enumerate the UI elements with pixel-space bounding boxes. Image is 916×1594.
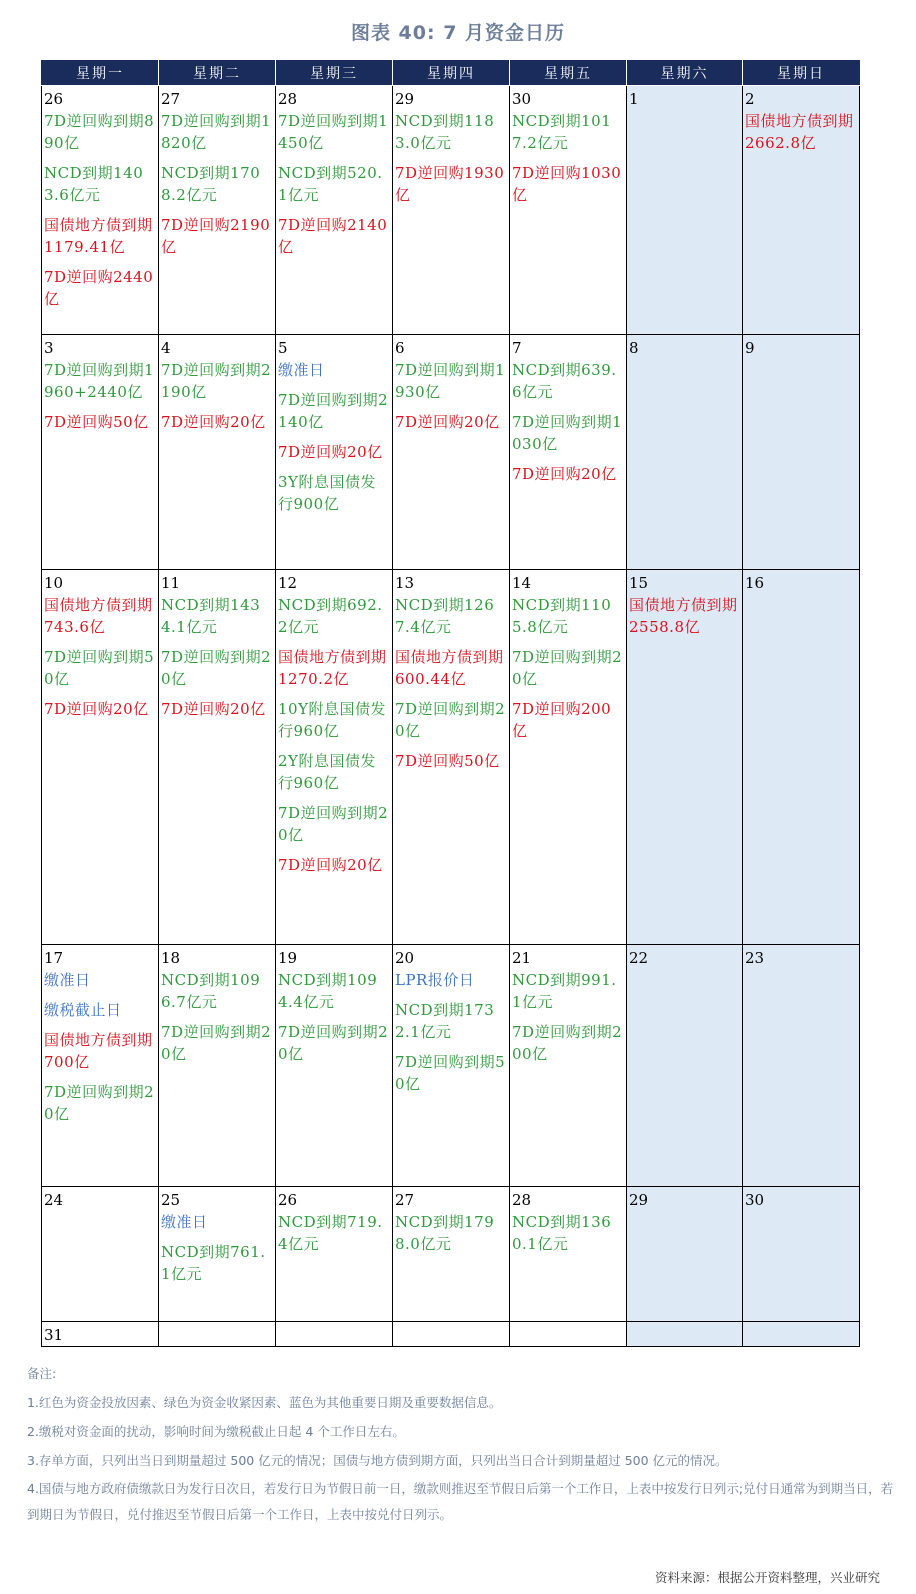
calendar-event: 7D逆回购20亿 (161, 700, 266, 718)
week-row (42, 945, 860, 1187)
day-number: 8 (629, 339, 639, 357)
calendar-event: NCD到期1434.1亿元 (161, 596, 261, 636)
calendar-event: NCD到期1267.4亿元 (395, 596, 495, 636)
calendar-event: 7D逆回购2440亿 (44, 268, 154, 308)
calendar-event: 7D逆回购50亿 (44, 413, 149, 431)
calendar-event: 7D逆回购到期20亿 (161, 1023, 272, 1063)
day-number: 11 (161, 574, 181, 592)
calendar-event: NCD到期692.2亿元 (278, 596, 383, 636)
calendar-event: 7D逆回购到期2140亿 (278, 391, 389, 431)
day-cell (276, 86, 393, 335)
note-item: 3.存单方面，只列出当日到期量超过 500 亿元的情况；国债与地方债到期方面，只列出当日合计到期量超过 500 亿元的情况。 (27, 1453, 728, 1468)
weekday-header: 星期三 (276, 61, 393, 86)
weekday-header: 星期五 (510, 61, 627, 86)
day-number: 25 (161, 1191, 181, 1209)
calendar-event: 7D逆回购到期1820亿 (161, 112, 272, 152)
calendar-event: 7D逆回购到期20亿 (278, 1023, 389, 1063)
calendar-event: NCD到期1403.6亿元 (44, 164, 144, 204)
day-cell (159, 335, 276, 570)
day-number: 26 (44, 90, 64, 108)
day-cell (42, 335, 159, 570)
day-number: 31 (44, 1326, 64, 1344)
calendar-event: NCD到期1105.8亿元 (512, 596, 612, 636)
day-number (395, 1324, 508, 1346)
day-cell (510, 570, 627, 945)
calendar-event: NCD到期1096.7亿元 (161, 971, 261, 1011)
calendar-event: 7D逆回购20亿 (395, 413, 500, 431)
day-number (278, 1324, 391, 1346)
calendar-event: 7D逆回购2190亿 (161, 216, 271, 256)
weekday-header: 星期日 (743, 61, 860, 86)
day-number: 1 (629, 90, 639, 108)
calendar-event: 7D逆回购到期50亿 (44, 648, 155, 688)
calendar-event: 7D逆回购到期2190亿 (161, 361, 272, 401)
day-number (512, 1324, 625, 1346)
day-cell (159, 1187, 276, 1322)
calendar-event: NCD到期1708.2亿元 (161, 164, 261, 204)
day-cell (393, 86, 510, 335)
day-number (745, 1324, 858, 1346)
calendar-event: 国债地方债到期2662.8亿 (745, 112, 854, 152)
day-cell (743, 335, 860, 570)
day-number: 2 (745, 90, 755, 108)
notes-section (27, 1366, 897, 1541)
calendar-event: 7D逆回购到期890亿 (44, 112, 155, 152)
day-cell (743, 86, 860, 335)
calendar-event: 7D逆回购到期20亿 (512, 648, 623, 688)
calendar-event: 国债地方债到期2558.8亿 (629, 596, 738, 636)
calendar-event: 7D逆回购到期20亿 (161, 648, 272, 688)
day-number: 5 (278, 339, 288, 357)
calendar-event: 7D逆回购1930亿 (395, 164, 505, 204)
day-cell (743, 570, 860, 945)
day-number: 28 (278, 90, 298, 108)
day-cell (159, 86, 276, 335)
day-cell (510, 86, 627, 335)
calendar-event: NCD到期1732.1亿元 (395, 1001, 495, 1041)
week-row (42, 1187, 860, 1322)
day-number: 30 (512, 90, 532, 108)
weekday-header: 星期二 (159, 61, 276, 86)
day-cell (42, 1322, 159, 1347)
day-cell (627, 335, 743, 570)
day-cell (627, 945, 743, 1187)
day-cell (627, 86, 743, 335)
day-cell (393, 1187, 510, 1322)
day-number: 4 (161, 339, 171, 357)
calendar-event: NCD到期1798.0亿元 (395, 1213, 495, 1253)
week-row (42, 1322, 860, 1347)
calendar-event: 7D逆回购到期50亿 (395, 1053, 506, 1093)
day-cell (743, 1322, 860, 1347)
calendar-event: NCD到期520.1亿元 (278, 164, 383, 204)
calendar-event: 7D逆回购到期1030亿 (512, 413, 623, 453)
note-item: 4.国债与地方政府债缴款日为发行日次日，若发行日为节假日前一日，缴款则推迟至节假日后第一个工作日，上表中按发行日列示;兑付日通常为到期当日，若到期日为节假日，兑付推迟至节假日后第一个工作日，上表中按兑付日列示。 (27, 1481, 894, 1522)
day-number: 13 (395, 574, 415, 592)
calendar-event: 7D逆回购200亿 (512, 700, 612, 740)
day-cell (276, 335, 393, 570)
calendar-event: NCD到期1360.1亿元 (512, 1213, 612, 1253)
calendar-event: NCD到期991.1亿元 (512, 971, 617, 1011)
calendar-event: 3Y附息国债发行900亿 (278, 473, 376, 513)
calendar-event: 7D逆回购20亿 (278, 443, 383, 461)
day-number: 3 (44, 339, 54, 357)
calendar-event: 国债地方债到期600.44亿 (395, 648, 504, 688)
calendar-event: 7D逆回购到期1960+2440亿 (44, 361, 155, 401)
calendar-event: 7D逆回购到期200亿 (512, 1023, 623, 1063)
fund-calendar (41, 60, 860, 1347)
day-number: 26 (278, 1191, 298, 1209)
source-note: 资料来源：根据公开资料整理，兴业研究 (654, 1570, 880, 1585)
day-number: 7 (512, 339, 522, 357)
day-cell (159, 945, 276, 1187)
day-number: 19 (278, 949, 298, 967)
day-number: 15 (629, 574, 649, 592)
day-number: 29 (629, 1191, 649, 1209)
day-number: 12 (278, 574, 298, 592)
day-cell (42, 945, 159, 1187)
day-number: 27 (395, 1191, 415, 1209)
day-cell (510, 945, 627, 1187)
weekday-header-row (42, 61, 860, 86)
day-number: 20 (395, 949, 415, 967)
day-number: 18 (161, 949, 181, 967)
day-cell (510, 1187, 627, 1322)
day-number: 6 (395, 339, 405, 357)
day-number: 29 (395, 90, 415, 108)
calendar-event: 7D逆回购到期1930亿 (395, 361, 506, 401)
day-number: 30 (745, 1191, 765, 1209)
day-cell (510, 335, 627, 570)
week-row (42, 570, 860, 945)
calendar-event: 7D逆回购到期1450亿 (278, 112, 389, 152)
day-number: 24 (44, 1191, 64, 1209)
calendar-event: 国债地方债到期743.6亿 (44, 596, 153, 636)
calendar-event: 7D逆回购20亿 (44, 700, 149, 718)
calendar-event: 缴税截止日 (44, 1001, 122, 1019)
calendar-event: 7D逆回购到期20亿 (395, 700, 506, 740)
calendar-event: 7D逆回购20亿 (278, 856, 383, 874)
day-cell (393, 945, 510, 1187)
calendar-event: 7D逆回购1030亿 (512, 164, 622, 204)
day-cell (276, 1187, 393, 1322)
calendar-event: NCD到期761.1亿元 (161, 1243, 266, 1283)
week-row (42, 335, 860, 570)
calendar-event: 7D逆回购到期20亿 (44, 1083, 155, 1123)
weekday-header: 星期四 (393, 61, 510, 86)
day-cell (393, 1322, 510, 1347)
day-cell (276, 945, 393, 1187)
calendar-event: NCD到期1017.2亿元 (512, 112, 612, 152)
calendar-event: 7D逆回购到期20亿 (278, 804, 389, 844)
day-cell (627, 1187, 743, 1322)
day-cell (276, 1322, 393, 1347)
calendar-event: 国债地方债到期1270.2亿 (278, 648, 387, 688)
calendar-event: NCD到期719.4亿元 (278, 1213, 383, 1253)
calendar-event: 7D逆回购50亿 (395, 752, 500, 770)
calendar-event: 10Y附息国债发行960亿 (278, 700, 386, 740)
note-item: 1.红色为资金投放因素、绿色为资金收紧因素、蓝色为其他重要日期及重要数据信息。 (27, 1395, 502, 1410)
day-cell (159, 570, 276, 945)
calendar-event: 国债地方债到期1179.41亿 (44, 216, 153, 256)
day-cell (743, 945, 860, 1187)
day-cell (42, 1187, 159, 1322)
day-cell (42, 86, 159, 335)
calendar-event: NCD到期1094.4亿元 (278, 971, 378, 1011)
day-cell (627, 1322, 743, 1347)
calendar-event: 缴准日 (44, 971, 91, 989)
week-row (42, 86, 860, 335)
day-cell (393, 335, 510, 570)
day-number: 10 (44, 574, 64, 592)
day-cell (743, 1187, 860, 1322)
day-number: 17 (44, 949, 64, 967)
day-cell (393, 570, 510, 945)
calendar-event: NCD到期1183.0亿元 (395, 112, 495, 152)
calendar-event: LPR报价日 (395, 971, 475, 989)
calendar-body (42, 86, 860, 1347)
day-number: 14 (512, 574, 532, 592)
calendar-event: 2Y附息国债发行960亿 (278, 752, 376, 792)
day-cell (276, 570, 393, 945)
day-cell (510, 1322, 627, 1347)
page-title: 图表 40: 7 月资金日历 (350, 22, 566, 44)
calendar-event: 缴准日 (161, 1213, 208, 1231)
day-number (161, 1324, 274, 1346)
calendar-event: 国债地方债到期700亿 (44, 1031, 153, 1071)
day-number (629, 1324, 741, 1346)
day-number: 22 (629, 949, 649, 967)
day-cell (159, 1322, 276, 1347)
notes-heading: 备注: (27, 1366, 57, 1381)
day-number: 21 (512, 949, 532, 967)
note-item: 2.缴税对资金面的扰动，影响时间为缴税截止日起 4 个工作日左右。 (27, 1424, 405, 1439)
weekday-header: 星期六 (627, 61, 743, 86)
day-cell (42, 570, 159, 945)
day-cell (627, 570, 743, 945)
day-number: 9 (745, 339, 755, 357)
calendar-event: 7D逆回购2140亿 (278, 216, 388, 256)
day-number: 27 (161, 90, 181, 108)
day-number: 23 (745, 949, 765, 967)
calendar-event: 缴准日 (278, 361, 325, 379)
day-number: 28 (512, 1191, 532, 1209)
calendar-event: 7D逆回购20亿 (161, 413, 266, 431)
calendar-event: 7D逆回购20亿 (512, 465, 617, 483)
day-number: 16 (745, 574, 765, 592)
weekday-header: 星期一 (42, 61, 159, 86)
calendar-event: NCD到期639.6亿元 (512, 361, 617, 401)
